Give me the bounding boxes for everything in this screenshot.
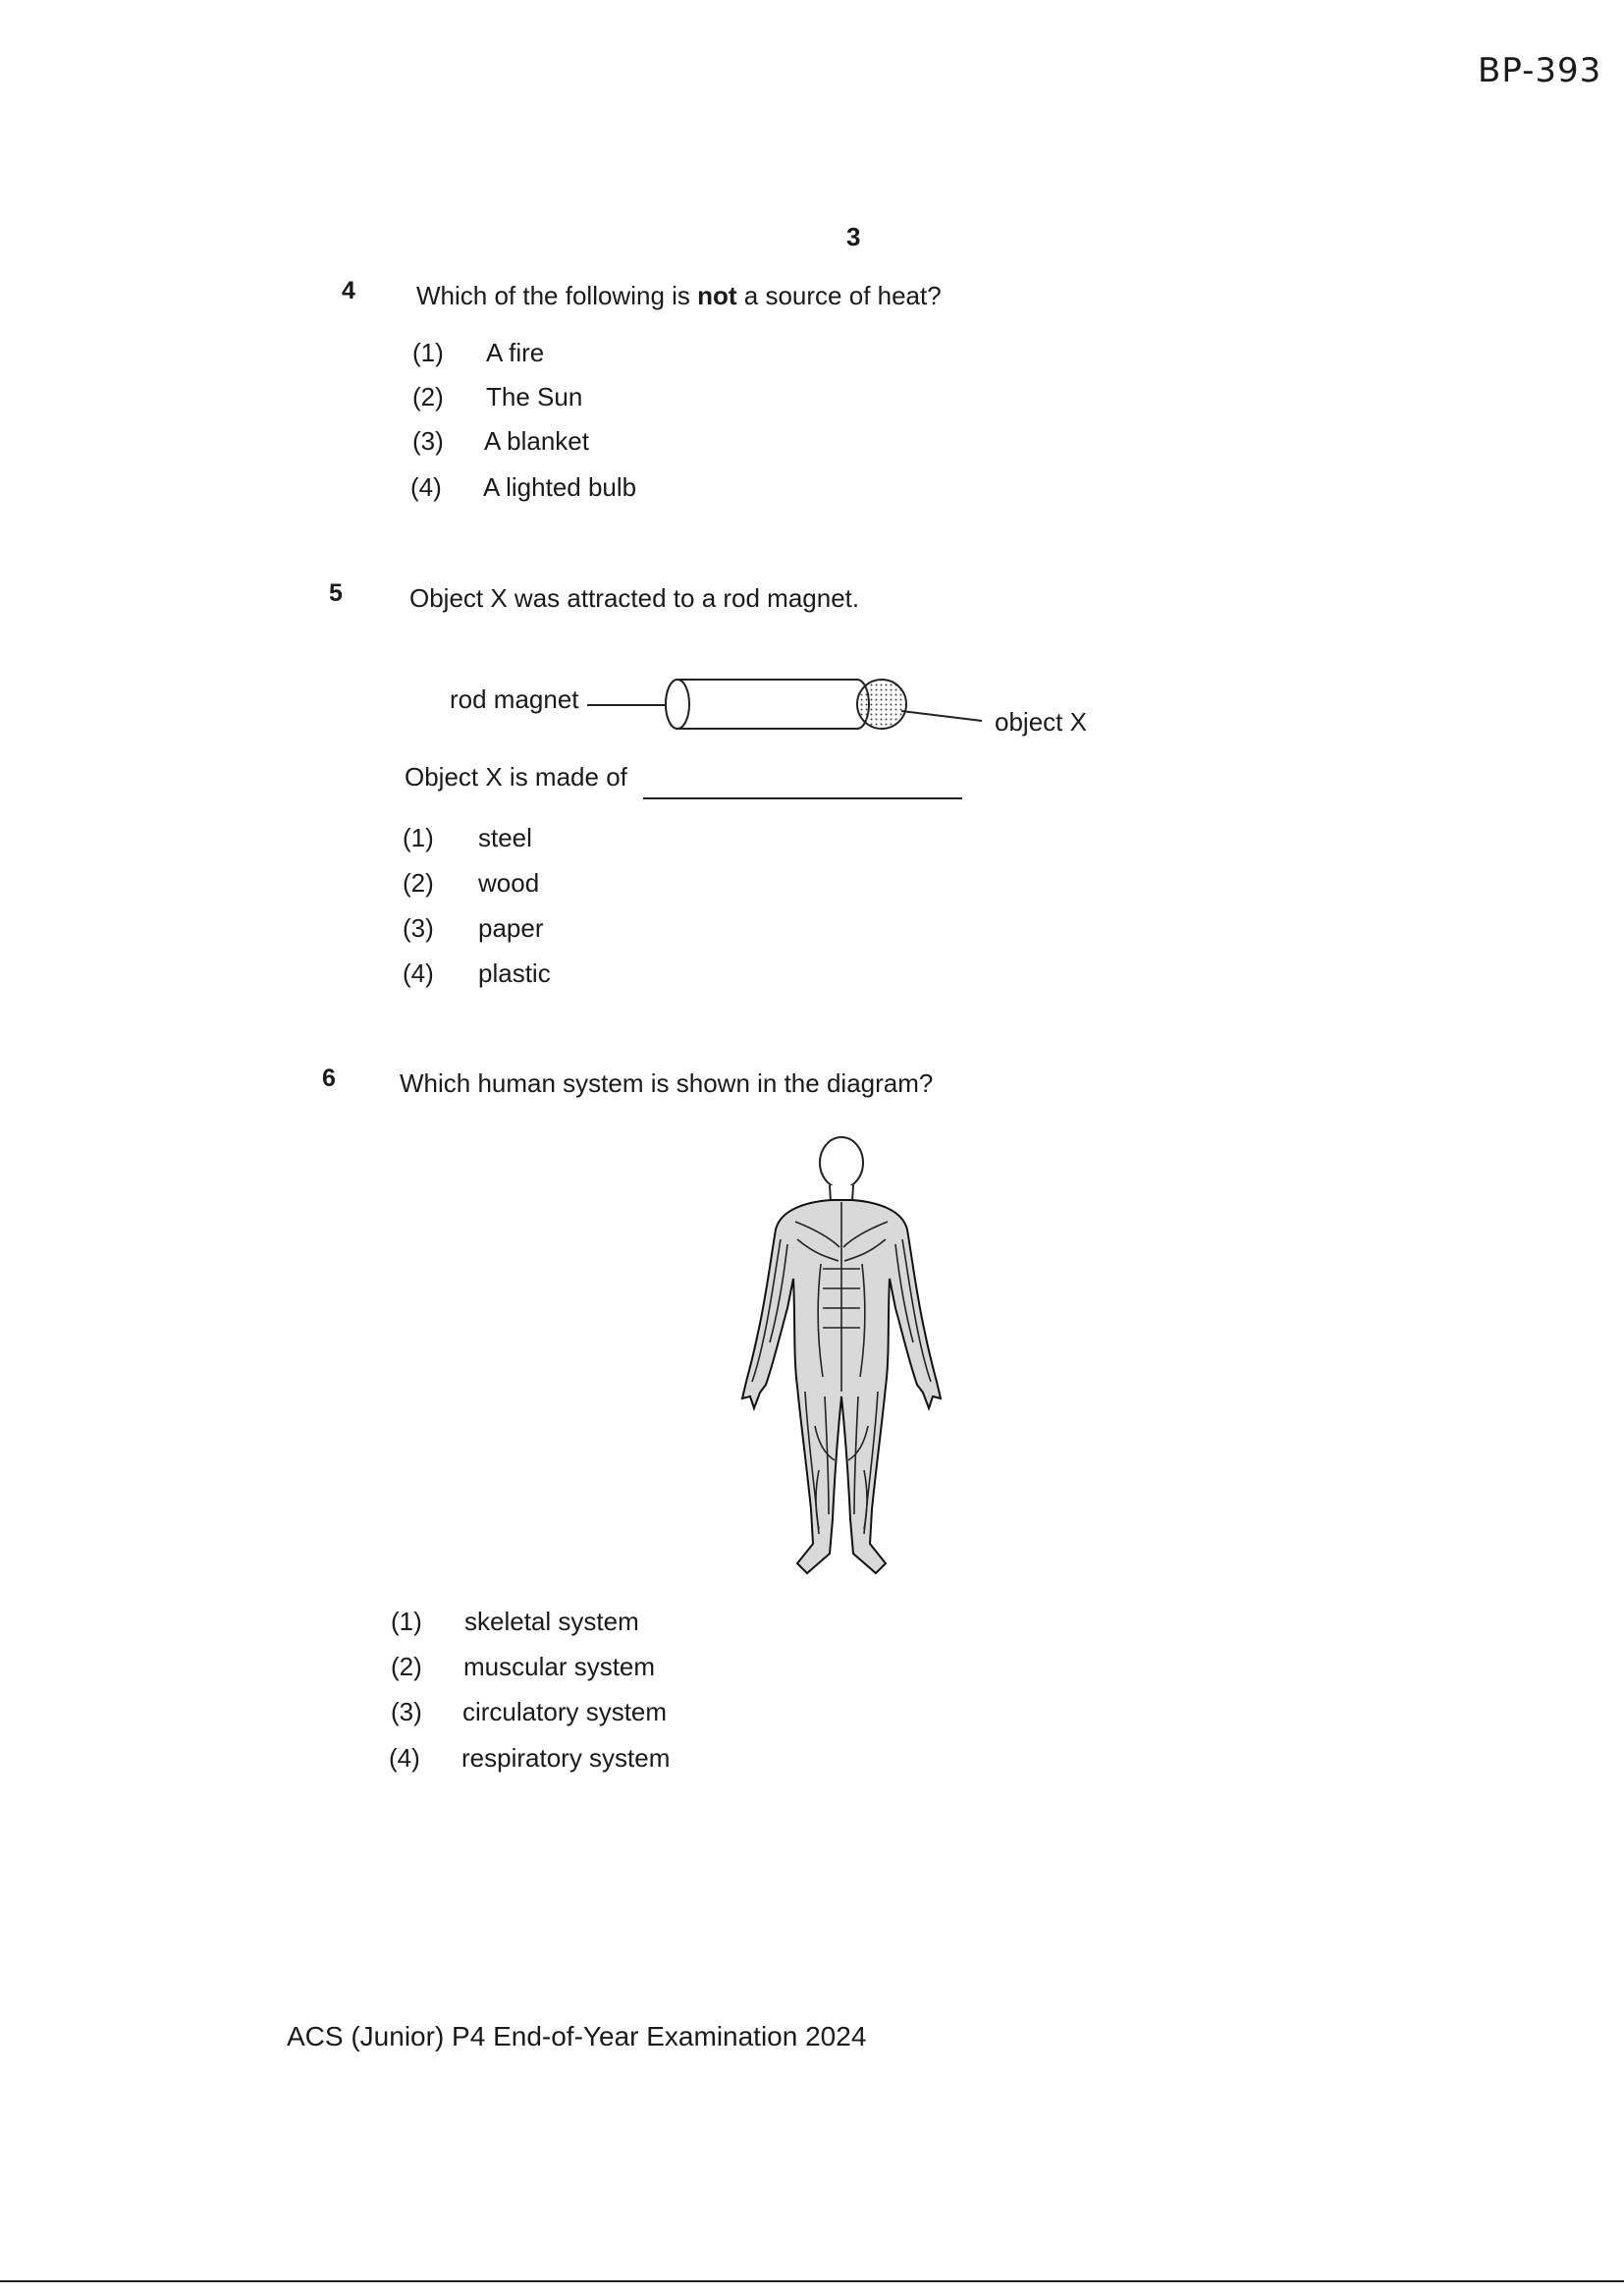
bottom-divider [0, 2280, 1624, 2282]
q6-option-1-text[interactable]: skeletal system [464, 1607, 639, 1636]
q5-option-4-text[interactable]: plastic [478, 958, 551, 988]
question-6-text: Which human system is shown in the diagram? [400, 1068, 934, 1098]
q4-option-2-number: (2) [412, 382, 444, 411]
q4-option-4-number: (4) [410, 472, 442, 502]
q6-option-4-number: (4) [389, 1743, 420, 1773]
q4-option-2-text[interactable]: The Sun [486, 382, 583, 411]
q5-option-1-text[interactable]: steel [478, 823, 532, 852]
question-5-prompt: Object X is made of [405, 762, 627, 792]
object-x-shape [857, 680, 906, 729]
question-4-number: 4 [342, 277, 355, 304]
object-x-label: object X [995, 707, 1087, 737]
q5-option-2-text[interactable]: wood [478, 868, 540, 898]
q5-option-3-number: (3) [403, 913, 434, 943]
footer-exam-title: ACS (Junior) P4 End-of-Year Examination 2024 [287, 2021, 867, 2051]
q4-option-3-number: (3) [412, 426, 444, 456]
q5-option-4-number: (4) [403, 958, 434, 988]
magnet-cylinder [666, 680, 869, 729]
q6-option-1-number: (1) [391, 1607, 422, 1636]
rod-magnet-diagram [579, 668, 992, 746]
page-number: 3 [846, 222, 861, 251]
q4-option-4-text[interactable]: A lighted bulb [483, 472, 637, 502]
question-6-number: 6 [322, 1065, 336, 1092]
muscle-detail-lines [752, 1202, 931, 1534]
q6-option-3-text[interactable]: circulatory system [462, 1697, 668, 1726]
q5-option-1-number: (1) [403, 823, 434, 852]
q6-option-3-number: (3) [391, 1697, 422, 1726]
figure-head [820, 1137, 863, 1188]
q5-option-2-number: (2) [403, 868, 434, 898]
answer-blank-line [643, 797, 962, 799]
magnet-end-cap [666, 680, 689, 729]
question-4-text: Which of the following is not a source of heat? [416, 281, 942, 310]
object-x-leader-line [901, 711, 982, 721]
q6-option-2-text[interactable]: muscular system [463, 1652, 656, 1681]
question-4-emphasis: not [697, 281, 737, 310]
page-code: BP-393 [1478, 51, 1602, 90]
question-5-text: Object X was attracted to a rod magnet. [409, 583, 860, 613]
rod-magnet-label: rod magnet [450, 684, 579, 714]
q5-option-3-text[interactable]: paper [478, 913, 544, 943]
q4-option-1-text[interactable]: A fire [486, 338, 545, 367]
question-5-number: 5 [329, 579, 343, 607]
q4-option-1-number: (1) [412, 338, 444, 367]
muscular-system-figure [736, 1131, 947, 1583]
q6-option-2-number: (2) [391, 1652, 422, 1681]
q4-option-3-text[interactable]: A blanket [484, 426, 589, 456]
q6-option-4-text[interactable]: respiratory system [461, 1743, 671, 1773]
